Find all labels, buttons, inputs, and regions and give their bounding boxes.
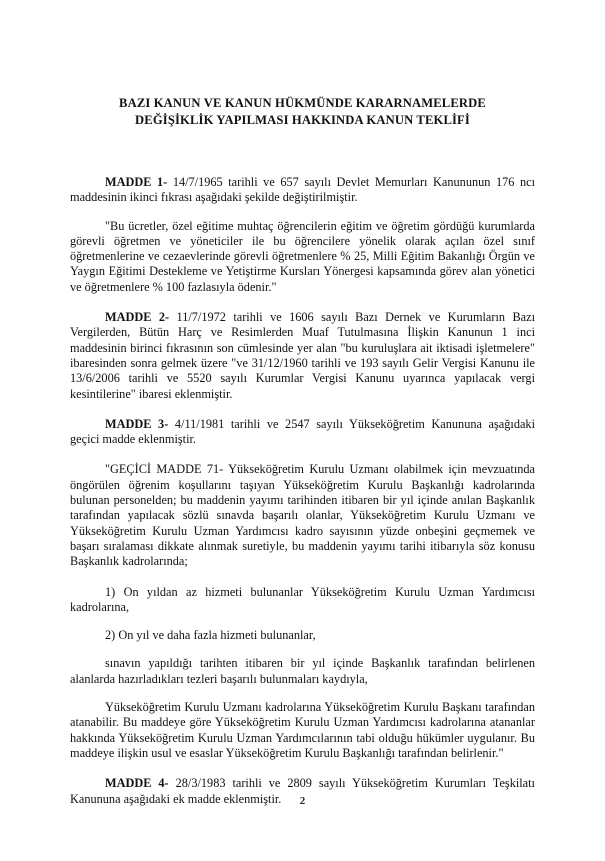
madde-3-heading: MADDE 3- xyxy=(105,416,169,431)
paragraph-madde-1 xyxy=(70,175,535,206)
madde-2-text: 11/7/1972 tarihli ve 1606 sayılı Bazı Dernek ve Kurumların Bazı Vergilerden, Bütün Harç ve Resimlerden Muaf Tutulmasına İlişkin Kanunun 1 inci maddesinin birinci fıkrasının son cümlesinde yer alan "bu kuruluşlara ait iktisadi işletmelere" ibaresinden sonra gelmek üzere "ve 31/12/1960 tarihli ve 193 sayılı Gelir Vergisi Kanunu ile 13/6/2006 tarihli ve 5520 sayılı Kurumlar Vergisi Kanunu uyarınca yapılacak vergi kesintilerine" ibaresi eklenmiştir. xyxy=(70,310,535,401)
paragraph-madde-2 xyxy=(70,310,535,402)
paragraph-madde-1-quote xyxy=(70,219,535,295)
paragraph-madde-3 xyxy=(70,417,535,448)
page-number: 2 xyxy=(299,795,306,807)
list-item-2-text: 2) On yıl ve daha fazla hizmeti bulunanlar, xyxy=(105,628,316,643)
sinav-kosul-text: sınavın yapıldığı tarihten itibaren bir yıl içinde Başkanlık tarafından belirlenen alanlarda hazırladıkları tezleri başarılı bulunmaları kaydıyla, xyxy=(70,656,535,686)
atanma-text: Yükseköğretim Kurulu Uzmanı kadrolarına Yükseköğretim Kurulu Başkanı tarafından atanabilir. Bu maddeye göre Yükseköğretim Kurulu Uzman Yardımcısı kadrolarına atananlar hakkında Yükseköğretim Kurulu Uzman Yardımcılarının tabi olduğu hükümler uygulanır. Bu maddeye ilişkin usul ve esaslar Yükseköğretim Kurulu Başkanlığı tarafından belirlenir." xyxy=(70,700,535,760)
madde-1-heading: MADDE 1- xyxy=(105,175,168,189)
list-item xyxy=(70,628,535,643)
page-title-line-1: BAZI KANUN VE KANUN HÜKMÜNDE KARARNAMELERDE xyxy=(119,96,486,110)
paragraph-atanma xyxy=(70,700,535,761)
madde-4-text: 28/3/1983 tarihli ve 2809 sayılı Yükseköğretim Kurumları Teşkilatı Kanununa aşağıdaki ek madde eklenmiştir. xyxy=(70,776,535,806)
madde-4-heading: MADDE 4- xyxy=(105,776,169,791)
paragraph-sinav-kosul xyxy=(70,656,535,687)
document-body xyxy=(70,0,535,807)
list-item-1-text: 1) On yıldan az hizmeti bulunanlar Yükseköğretim Kurulu Uzman Yardımcısı kadrolarına, xyxy=(70,584,535,614)
madde-3-text: 4/11/1981 tarihli ve 2547 sayılı Yükseköğretim Kanununa aşağıdaki geçici madde eklenmiştir. xyxy=(70,416,535,447)
paragraph-gecici-madde-71 xyxy=(70,462,535,569)
gecici-madde-71-text: "GEÇİCİ MADDE 71- Yükseköğretim Kurulu Uzmanı olabilmek için mevzuatında öngörülen öğrenim koşullarını taşıyan Yükseköğretim Kurulu Başkanlığı kadrolarında bulunan personelden; bu maddenin yayımı tarihinden itibaren bir yıl içinde anılan Başkanlık tarafından yapılacak sözlü sınavda başarılı olanlar, Yükseköğretim Kurulu Uzmanı ve Yükseköğretim Kurulu Uzman Yardımcısı kadro sayısının yüzde onbeşini geçmemek ve başarı sıralaması dikkate alınmak suretiyle, bu maddenin yayımı tarihi itibarıyla söz konusu Başkanlık kadrolarında; xyxy=(70,462,535,569)
page-title xyxy=(70,0,535,128)
page-title-line-2: DEĞİŞİKLİK YAPILMASI HAKKINDA KANUN TEKLİFİ xyxy=(135,112,470,127)
madde-2-heading: MADDE 2- xyxy=(105,310,170,325)
list-item xyxy=(70,585,535,616)
madde-1-text: 14/7/1965 tarihli ve 657 sayılı Devlet Memurları Kanununun 176 ncı maddesinin ikinci fıkrası aşağıdaki şekilde değiştirilmiştir. xyxy=(70,175,535,205)
madde-1-quote-text: "Bu ücretler, özel eğitime muhtaç öğrencilerin eğitim ve öğretim gördüğü kurumlarda görevli öğretmen ve yöneticiler ile bu öğrencilere yönelik olarak açılan özel sınıf öğretmenlerine ve cezaevlerinde görevli öğretmenlere % 25, Milli Eğitim Bakanlığı Örgün ve Yaygın Eğitimi Destekleme ve Yetiştirme Kursları Yönergesi kapsamında görev alan yönetici ve öğretmenlere % 100 fazlasıyla ödenir." xyxy=(70,218,535,294)
